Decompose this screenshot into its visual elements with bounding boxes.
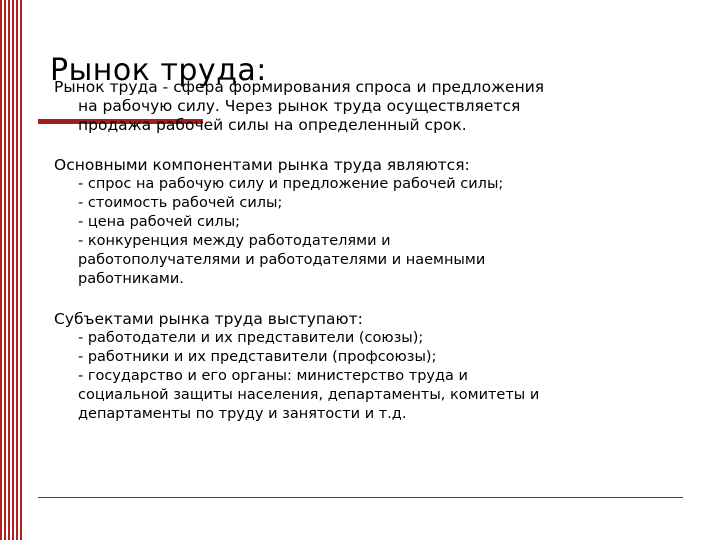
footer-rule xyxy=(38,497,683,498)
list-item: работополучателями и работодателями и наемными xyxy=(78,252,486,268)
list-item: - работодатели и их представители (союзы); xyxy=(78,330,424,346)
list-item: - цена рабочей силы; xyxy=(78,214,241,230)
list-item: - стоимость рабочей силы; xyxy=(78,195,283,211)
lead-paragraph xyxy=(54,78,674,135)
lead-line-2: на рабочую силу. Через рынок труда осуществляется xyxy=(78,97,521,115)
list-item: работниками. xyxy=(78,271,184,287)
section-subjects-heading: Субъектами рынка труда выступают: xyxy=(54,310,363,328)
left-decorative-band xyxy=(0,0,22,540)
section-components xyxy=(54,155,674,289)
list-item: департаменты по труду и занятости и т.д. xyxy=(78,406,407,422)
lead-line-3: продажа рабочей силы на определенный срок. xyxy=(78,116,467,134)
slide-body xyxy=(54,78,674,424)
page-title: Рынок труда: xyxy=(50,53,267,88)
section-components-list xyxy=(78,175,674,289)
lead-line-1: Рынок труда - сфера формирования спроса и предложения xyxy=(54,78,545,96)
list-item: - конкуренция между работодателями и xyxy=(78,233,391,249)
section-subjects xyxy=(54,309,674,424)
section-components-heading: Основными компонентами рынка труда являются: xyxy=(54,156,470,174)
list-item: социальной защиты населения, департаменты, комитеты и xyxy=(78,387,540,403)
list-item: - спрос на рабочую силу и предложение рабочей силы; xyxy=(78,176,504,192)
list-item: - государство и его органы: министерство труда и xyxy=(78,368,468,384)
section-subjects-list xyxy=(78,329,674,424)
list-item: - работники и их представители (профсоюзы); xyxy=(78,349,437,365)
